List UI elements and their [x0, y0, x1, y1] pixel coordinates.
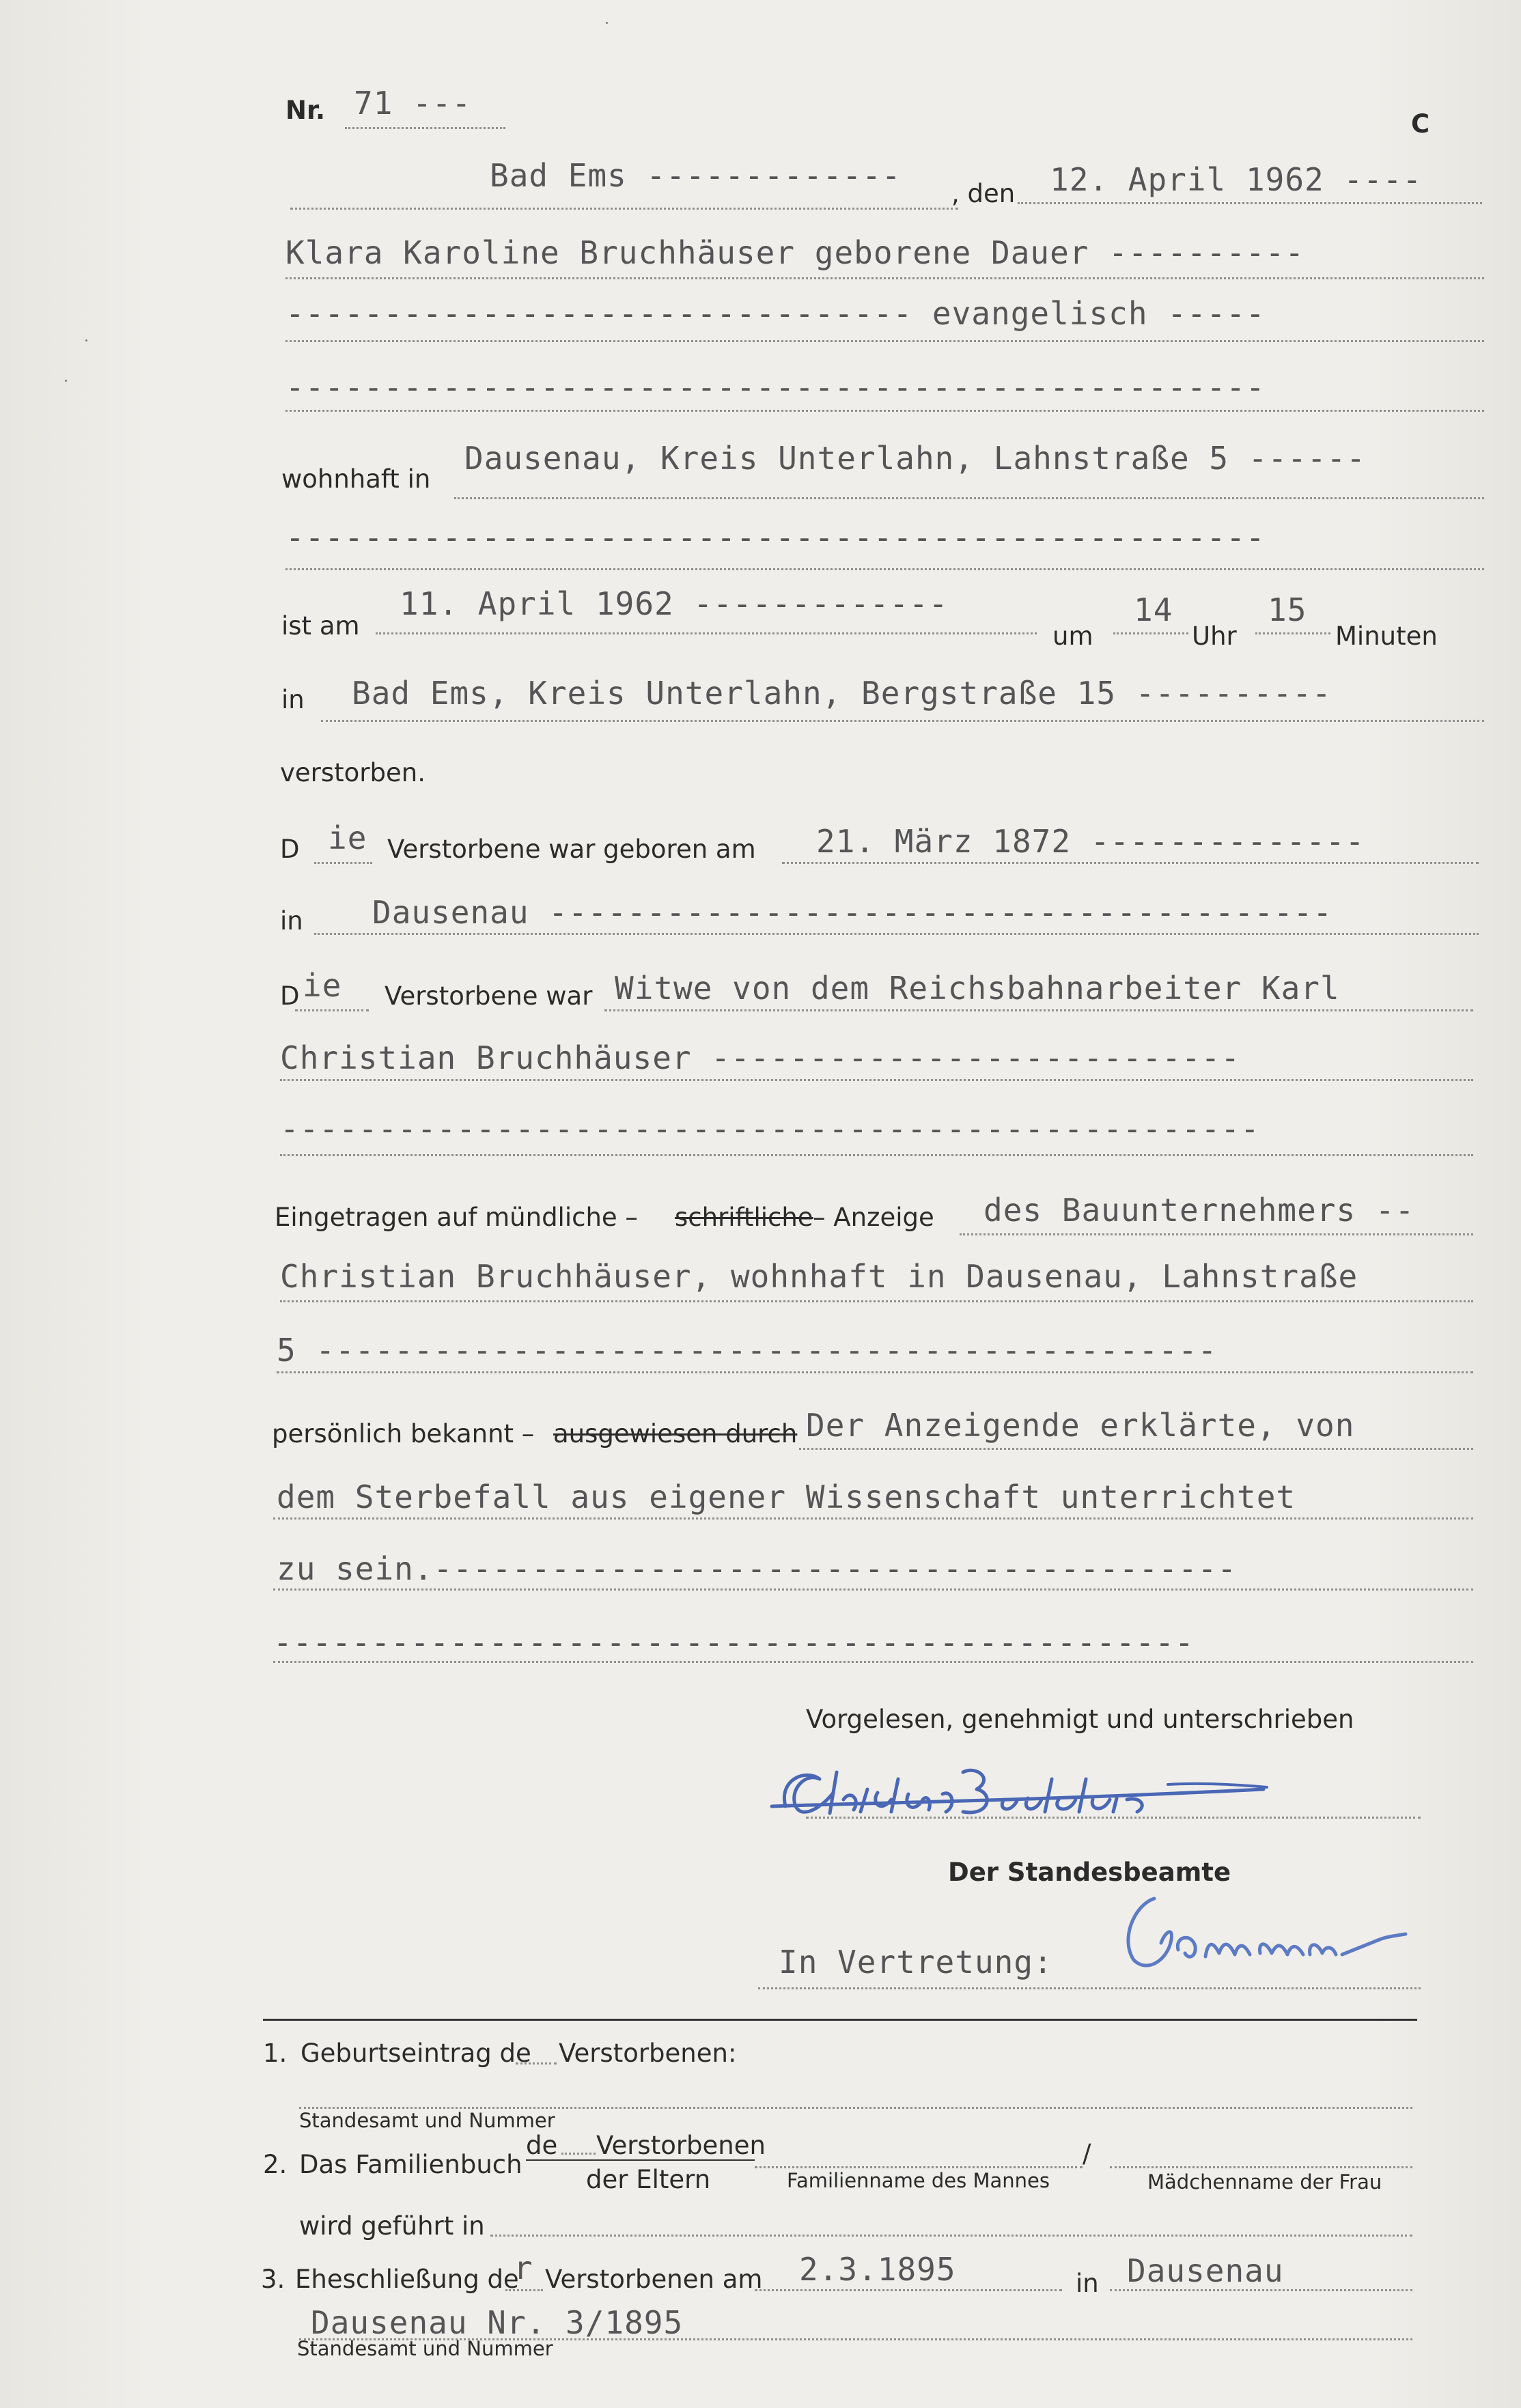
footer-item-2-fraction-line	[526, 2159, 755, 2161]
birth-d-label: D	[280, 835, 300, 864]
birth-place-dots	[314, 933, 1479, 935]
scan-speck	[606, 22, 608, 24]
um-label: um	[1052, 621, 1093, 651]
nr-label: Nr.	[285, 96, 325, 125]
footer-item-2-kept-dots	[490, 2235, 1412, 2237]
footer-item-3-r-dots	[505, 2289, 543, 2291]
footer-item-1-number: 1.	[263, 2039, 288, 2068]
birth-ie: ie	[328, 820, 367, 856]
death-date-label: ist am	[281, 611, 360, 641]
registrar-signature	[1093, 1885, 1421, 1984]
residence-line-2: --------------------------------------------------	[285, 519, 1266, 556]
birth-place: Dausenau ----------------------------------------	[372, 894, 1333, 931]
birth-date-dots	[782, 862, 1479, 864]
identification-line-2: dem Sterbefall aus eigener Wissenschaft unterrichtet	[277, 1479, 1296, 1515]
death-hour: 14	[1134, 591, 1173, 628]
footer-item-2-eltern: der Eltern	[586, 2165, 711, 2194]
footer-item-1-label-b: Verstorbenen:	[559, 2039, 737, 2068]
death-place-label: in	[281, 685, 305, 714]
identification-label-a: persönlich bekannt –	[272, 1419, 535, 1448]
person-filler-line: --------------------------------------------------	[285, 369, 1266, 406]
identification-line-4: -----------------------------------------------	[273, 1624, 1195, 1661]
footer-item-3-label: Eheschließung de	[295, 2265, 519, 2294]
registry-place: Bad Ems -------------	[490, 157, 902, 194]
religion-dots	[285, 340, 1484, 342]
registration-dots-1	[960, 1233, 1473, 1235]
birth-ie-dots	[314, 862, 372, 864]
hour-dots	[1113, 632, 1188, 634]
registration-line-3: 5 ----------------------------------------------	[277, 1332, 1218, 1369]
residence-dots-1	[454, 497, 1484, 499]
footer-item-1-gap-dots	[516, 2062, 557, 2064]
footer-item-2-husband-dots	[755, 2166, 1083, 2168]
residence-line-1: Dausenau, Kreis Unterlahn, Lahnstraße 5 ------	[464, 440, 1366, 477]
footer-item-3-sub: Standesamt und Nummer	[297, 2337, 553, 2360]
nr-dots	[345, 127, 505, 129]
death-date: 11. April 1962 -------------	[400, 585, 949, 622]
footer-item-3-place-dots	[1110, 2289, 1412, 2291]
name-dots	[285, 277, 1484, 279]
birth-place-label: in	[280, 906, 303, 936]
identification-dots-4	[273, 1661, 1473, 1663]
deceased-name: Klara Karoline Bruchhäuser geborene Dauer ----------	[285, 234, 1305, 271]
place-dots	[290, 208, 958, 210]
death-place: Bad Ems, Kreis Unterlahn, Bergstraße 15 ----------	[352, 675, 1332, 712]
footer-item-2-wife: Mädchenname der Frau	[1147, 2170, 1382, 2194]
identification-line-3: zu sein.-----------------------------------------	[277, 1550, 1238, 1587]
identification-line-1: Der Anzeigende erklärte, von	[806, 1407, 1355, 1444]
registration-label-a: Eingetragen auf mündliche –	[275, 1203, 638, 1232]
verstorben-label: verstorben.	[280, 758, 425, 787]
footer-item-3-r: r	[514, 2250, 533, 2286]
footer-item-3-place: Dausenau	[1127, 2252, 1284, 2289]
residence-label: wohnhaft in	[281, 464, 431, 494]
footer-item-2-slash: /	[1083, 2139, 1091, 2168]
footer-item-3-date: 2.3.1895	[799, 2251, 956, 2288]
marital-d-label: D	[280, 981, 300, 1011]
marital-dots-3	[280, 1154, 1473, 1156]
footer-item-2-de-dots	[561, 2153, 596, 2155]
footer-item-2-label: Das Familienbuch	[299, 2150, 522, 2179]
marital-line-2: Christian Bruchhäuser ---------------------------	[280, 1039, 1241, 1076]
marital-ie: ie	[303, 967, 342, 1004]
birth-label: Verstorbene war geboren am	[387, 835, 756, 864]
footer-item-2-number: 2.	[263, 2150, 288, 2179]
registration-line-2: Christian Bruchhäuser, wohnhaft in Dausenau, Lahnstraße	[280, 1258, 1358, 1295]
birth-date: 21. März 1872 --------------	[816, 823, 1365, 860]
footer-divider	[263, 2019, 1417, 2021]
footer-item-2-verstorbenen: Verstorbenen	[596, 2131, 766, 2160]
registration-label-struck: schriftliche	[675, 1203, 813, 1232]
marital-dots-2	[280, 1079, 1473, 1081]
scan-speck	[65, 380, 67, 382]
form-letter: C	[1411, 109, 1430, 139]
identification-dots-2	[273, 1517, 1473, 1520]
death-date-dots	[376, 632, 1037, 634]
footer-item-3-number: 3.	[261, 2265, 285, 2294]
uhr-label: Uhr	[1192, 621, 1237, 651]
footer-item-3-office: Dausenau Nr. 3/1895	[311, 2304, 684, 2341]
footer-item-1-sub: Standesamt und Nummer	[299, 2109, 555, 2132]
footer-item-3-in: in	[1076, 2269, 1099, 2298]
deputy-dots	[758, 1987, 1421, 1989]
scan-speck	[85, 339, 87, 341]
deputy-text: In Vertretung:	[779, 1944, 1053, 1980]
person-filler-dots	[285, 410, 1484, 412]
read-approved-label: Vorgelesen, genehmigt und unterschrieben	[806, 1705, 1354, 1734]
registration-label-b: – Anzeige	[813, 1203, 934, 1232]
footer-item-3-label-b: Verstorbenen am	[545, 2265, 763, 2294]
marital-dots-1	[604, 1009, 1473, 1011]
residence-dots-2	[285, 568, 1484, 570]
footer-item-3-date-dots	[755, 2289, 1062, 2291]
registration-dots-3	[277, 1371, 1473, 1373]
identification-label-struck: ausgewiesen durch	[553, 1419, 798, 1448]
minute-dots	[1255, 632, 1330, 634]
date-dots	[1018, 202, 1482, 204]
footer-item-2-husband: Familienname des Mannes	[787, 2169, 1050, 2192]
registry-date: 12. April 1962 ----	[1050, 161, 1423, 198]
footer-item-1-label: Geburtseintrag de	[301, 2039, 531, 2068]
identification-dots-3	[273, 1588, 1473, 1591]
footer-item-2-wife-dots	[1110, 2166, 1412, 2168]
footer-item-2-de: de	[526, 2131, 558, 2160]
death-place-dots	[321, 720, 1484, 722]
registration-line-1: des Bauunternehmers --	[983, 1192, 1415, 1229]
registration-dots-2	[280, 1300, 1473, 1302]
identification-dots-1	[799, 1448, 1473, 1450]
footer-item-2-kept: wird geführt in	[299, 2211, 485, 2241]
marital-line-3: --------------------------------------------------	[280, 1110, 1260, 1147]
minuten-label: Minuten	[1335, 621, 1438, 651]
registrar-label: Der Standesbeamte	[948, 1858, 1231, 1887]
den-label: , den	[951, 179, 1016, 208]
informant-signature-dots	[806, 1817, 1421, 1819]
religion-line: -------------------------------- evangelisch -----	[285, 295, 1266, 332]
marital-line-1: Witwe von dem Reichsbahnarbeiter Karl	[615, 970, 1340, 1007]
marital-label: Verstorbene war	[385, 981, 593, 1011]
death-minute: 15	[1268, 591, 1307, 628]
nr-value: 71 ---	[354, 85, 472, 122]
marital-ie-dots	[295, 1009, 369, 1011]
